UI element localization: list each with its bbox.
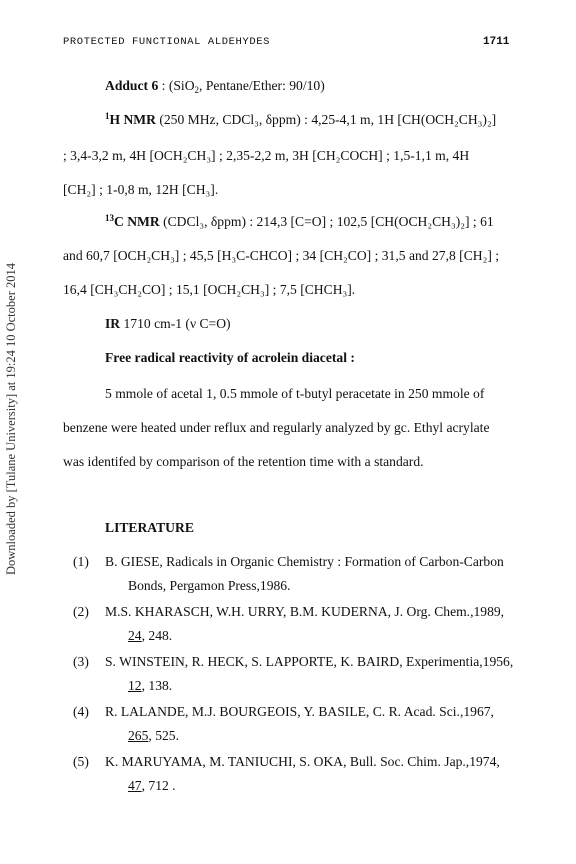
ir-line: IR 1710 cm-1 (ν C=O) xyxy=(105,316,231,331)
reference-3-line-1: S. WINSTEIN, R. HECK, S. LAPPORTE, K. BAIRD, Experimentia,1956, xyxy=(105,654,514,669)
free-radical-line-1: 5 mmole of acetal 1, 0.5 mmole of t-butyl peracetate in 250 mmole of xyxy=(105,386,485,401)
c-nmr-line-2: and 60,7 [OCH₂CH₃] ; 45,5 [H₃C-CHCO] ; 34 [CH₂CO] ; 31,5 and 27,8 [CH₂] ; xyxy=(63,248,500,263)
reference-1-line-1: B. GIESE, Radicals in Organic Chemistry : Formation of Carbon-Carbon xyxy=(105,554,504,569)
reference-3-num: (3) xyxy=(73,654,89,669)
h-nmr-label: H NMR xyxy=(109,112,156,127)
free-radical-line-3: was identifed by comparison of the retention time with a standard. xyxy=(63,454,424,469)
h-nmr-line-2: ; 3,4-3,2 m, 4H [OCH₂CH₃] ; 2,35-2,2 m, 3H [CH₂COCH] ; 1,5-1,1 m, 4H xyxy=(63,148,470,163)
c-nmr-label: C NMR xyxy=(114,214,160,229)
c-nmr-line-3: 16,4 [CH₃CH₂CO] ; 15,1 [OCH₂CH₃] ; 7,5 [CHCH₃]. xyxy=(63,282,356,297)
reference-5-line-1: K. MARUYAMA, M. TANIUCHI, S. OKA, Bull. Soc. Chim. Jap.,1974, xyxy=(105,754,500,769)
reference-2-num: (2) xyxy=(73,604,89,619)
reference-1-num: (1) xyxy=(73,554,89,569)
reference-1-line-2: Bonds, Pergamon Press,1986. xyxy=(128,578,291,593)
running-title: PROTECTED FUNCTIONAL ALDEHYDES xyxy=(63,36,271,48)
reference-4-num: (4) xyxy=(73,704,89,719)
page-number: 1711 xyxy=(483,36,510,48)
reference-5-line-2: 47, 712 . xyxy=(128,778,176,793)
ir-label: IR xyxy=(105,316,121,331)
reference-4-line-2: 265, 525. xyxy=(128,728,179,743)
adduct-line: Adduct 6 : (SiO$_2$, Pentane/Ether: 90/10) xyxy=(105,78,325,95)
literature-heading: LITERATURE xyxy=(105,520,194,535)
download-watermark: Downloaded by [Tulane University] at 19:24 10 October 2014 xyxy=(4,263,18,575)
reference-3-line-2: 12, 138. xyxy=(128,678,173,693)
free-radical-heading: Free radical reactivity of acrolein diacetal : xyxy=(105,350,355,365)
reference-2-line-1: M.S. KHARASCH, W.H. URRY, B.M. KUDERNA, J. Org. Chem.,1989, xyxy=(105,604,505,619)
h-nmr-line-1: $^1$H NMR (250 MHz, CDCl₃, δppm) : 4,25-4,1 m, 1H [CH(OCH₂CH₃)₂] xyxy=(105,111,497,127)
reference-2-line-2: 24, 248. xyxy=(128,628,173,643)
reference-4-line-1: R. LALANDE, M.J. BOURGEOIS, Y. BASILE, C. R. Acad. Sci.,1967, xyxy=(105,704,494,719)
free-radical-line-2: benzene were heated under reflux and regularly analyzed by gc. Ethyl acrylate xyxy=(63,420,490,435)
reference-5-num: (5) xyxy=(73,754,89,769)
c-nmr-line-1: $^{13}$C NMR (CDCl₃, δppm) : 214,3 [C=O] ; 102,5 [CH(OCH₂CH₃)₂] ; 61 xyxy=(105,213,494,229)
adduct-label: Adduct 6 xyxy=(105,78,159,93)
h-nmr-line-3: [CH₂] ; 1-0,8 m, 12H [CH₃]. xyxy=(63,182,219,197)
